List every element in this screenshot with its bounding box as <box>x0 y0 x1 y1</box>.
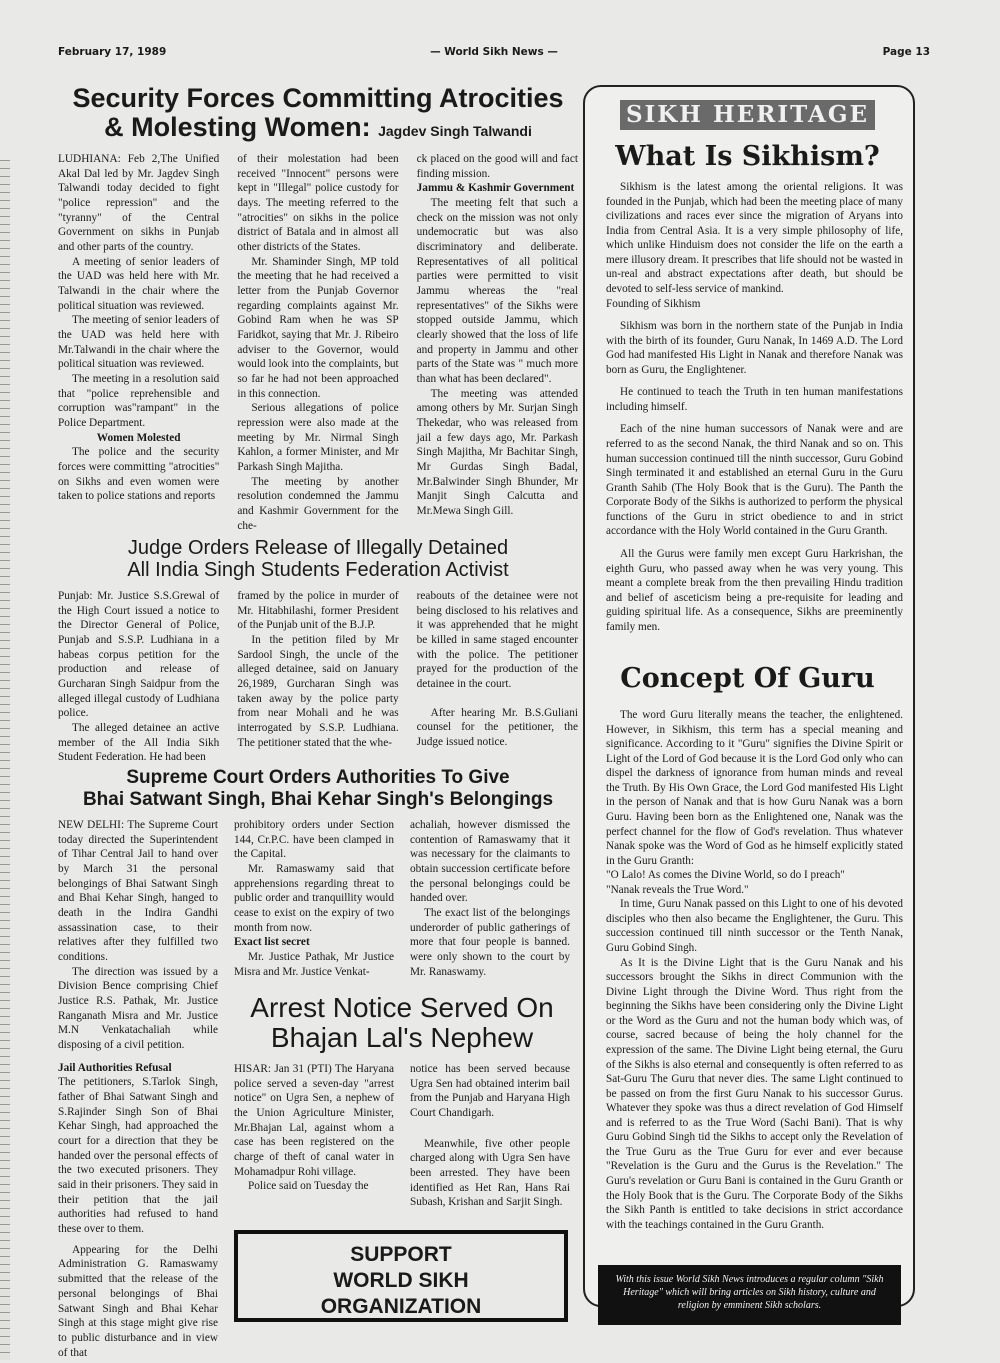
article-column-3 <box>417 589 578 765</box>
article-title-line1: Arrest Notice Served On <box>250 992 554 1023</box>
article-title <box>58 767 578 811</box>
sidebar-title-what-is-sikhism: What Is Sikhism? <box>615 141 880 172</box>
header-page-number: Page 13 <box>882 46 930 58</box>
article-columns <box>58 589 578 765</box>
subheading: Jail Authorities Refusal <box>58 1061 172 1074</box>
header-paper-name: — World Sikh News — <box>430 46 558 58</box>
support-line-3: ORGANIZATION <box>320 1295 482 1318</box>
paragraph: HISAR: Jan 31 (PTI) The Haryana police served a seven-day "arrest notice" on Ugra Sen, a nephew of the Union Agriculture Minister, Mr.Bhajan Lal, against whom a case has been registered on the charge of theft of canal water in Mohamadpur Rohi village. <box>234 1063 394 1178</box>
paragraph: framed by the police in murder of Mr. Hitabhilashi, former President of the Punjab unit of the B.J.P. <box>237 590 399 632</box>
paragraph: reabouts of the detainee were not being disclosed to his relatives and it was apprehended that he might be killed in same staged encounter with the police. The petitioner prayed for the production of the detainee in the court. <box>416 590 578 691</box>
subheading: Exact list secret <box>234 936 310 949</box>
paragraph: The meeting felt that such a check on the mission was not only undemocratic but was also discriminatory and deliberate. Representatives of all political parties were permitted to visit Jammu whereas the "real representatives" of the Sikhs were stopped outside Jammu, which clearly showed that the loss of life and property in Jammu and other parts of the State was " much more than what has been declared". <box>416 197 578 386</box>
paragraph: All the Gurus were family men except Guru Harkrishan, the eighth Guru, who passed away when he was very young. This meant a complete break from the then prevailing Hindu tradition and belief of asceticism being a pre-requisite for leading and guiding spiritual life. As a consequence, Sikhs are preeminently family men. <box>606 547 903 633</box>
article-title-line2: Bhajan Lal's Nephew <box>270 1022 534 1053</box>
sidebar-body-1 <box>606 180 903 642</box>
sidebar-title-concept-of-guru: Concept Of Guru <box>620 663 875 694</box>
paragraph: Serious allegations of police repression were also made at the meeting by Mr. Nirmal Singh Kahlon, a former Minister, and Mr Parkash Singh Majitha. <box>237 402 399 474</box>
article-column-2 <box>237 152 398 533</box>
paragraph: After hearing Mr. B.S.Guliani counsel for the petitioner, the Judge issued notice. <box>416 706 578 749</box>
article-column-2 <box>237 589 398 765</box>
article-title-line2: Bhai Satwant Singh, Bhai Kehar Singh's Belongings <box>82 789 554 810</box>
article-columns <box>58 152 578 533</box>
paragraph: achaliah, however dismissed the contention of Ramaswamy that it was necessary for the claimants to obtain succession certificate before the personal belongings could be handed over. <box>410 819 570 905</box>
sidebar-body-2 <box>606 708 903 1232</box>
paragraph: The petitioners, S.Tarlok Singh, father of Bhai Satwant Singh and S.Rajinder Singh Son of Bhai Kehar Singh, had approached the court for a direction that they be handed over the personal effects of the two executed prisoners. They said in their prisoners. They said in their petition that the jail authorities had refused to hand these over to them. <box>58 1076 218 1236</box>
paragraph: As It is the Divine Light that is the Guru Nanak and his successors brought the Sikhs in direct Communion with the Divine Light through the Divine Word. Thus right from the beginning the Sikhs have been considering only the Divine Light or the Word as the Guru and not the human body which was, of course, sacred because of being the holy channel for the expression of the same. The Divine Light being eternal, the Guru of the Sikhs is also eternal and consequently is often referred to as Sat-Guru The Guru that never dies. The same Light continued to be passed on from the first Guru Nanak to his successor Gurus. Whatever they spoke was thus a direct revelation of God Himself and is referred to as the True Word (Sachi Bani). That is why Guru Gobind Singh tid the Sikhs to accept only the Revelation of the True Guru as the True Guru for ever and ever because "Revelation is the Guru and the Gurus is the Revelation." The Guru's revelation or Guru Bani is contained in the Guru Granth or the Holy Book that is the Guru. The Corporate Body of the Sikhs the Sikh Panth is entitled to take decisions in strict accordance with the teachings contained in the Guru Granth. <box>606 956 903 1231</box>
scan-ruler <box>0 160 10 1360</box>
paragraph: ck placed on the good will and fact finding mission. <box>416 153 578 180</box>
article-judge-orders <box>58 537 578 765</box>
article-supreme-court <box>58 767 578 811</box>
paragraph: The meeting in a resolution said that "police reprehensible and corruption was"rampant" in the Police Department. <box>58 373 220 430</box>
quote-line: "Nanak reveals the True Word." <box>606 883 749 896</box>
article-title <box>234 993 570 1053</box>
subheading: Jammu & Kashmir Government <box>416 182 575 195</box>
paragraph: A meeting of senior leaders of the UAD was held here with Mr. Talwandi in the chair where the political situation was reviewed. <box>58 255 220 312</box>
paragraph: In time, Guru Nanak passed on this Light to one of his devoted disciples who then also became the Englightener, the Guru. This succession continued till ninth successor or the Tenth Nanak, Guru Gobind Singh. <box>606 898 903 954</box>
article-column-3 <box>417 152 578 533</box>
article-byline: Jagdev Singh Talwandi <box>378 123 532 139</box>
paragraph: NEW DELHI: The Supreme Court today directed the Superintendent of Tihar Central Jail to hand over by March 31 the personal belongings of Bhai Satwant Singh and Bhai Kehar Singh, hanged to death in the Indira Gandhi assassination case, to their relatives after they fulfilled two conditions. <box>58 819 218 964</box>
article-supreme-court-column-2 <box>234 818 394 979</box>
paragraph: He continued to teach the Truth in ten human manifestations including himself. <box>606 386 903 413</box>
paragraph: The meeting was attended among others by Mr. Surjan Singh Thekedar, who was released from jail a few days ago, Mr. Parkash Singh Majitha, Mr Bachitar Singh, Mr Gurdas Singh Badal, Mr.Balwinder Singh Bhunder, Mr Manjit Singh Calcutta and Mr.Mewa Singh Gill. <box>416 387 578 518</box>
paragraph: In the petition filed by Mr Sardool Singh, the uncle of the alleged detainee, said on January 26,1989, Gurcharan Singh was taken away by the police party from near Mohali and he was interrogated by S.S.P. Ludhiana. The petitioner stated that the whe- <box>237 634 399 749</box>
paragraph: prohibitory orders under Section 144, Cr.P.C. have been clamped in the Capital. <box>234 819 394 861</box>
article-column-1 <box>58 589 219 765</box>
header-date: February 17, 1989 <box>58 46 167 58</box>
subheading: Women Molested <box>96 431 181 444</box>
column-intro-note: With this issue World Sikh News introduces a regular column "Sikh Heritage" which will bring articles on Sikh history, culture and religion by emminent Sikh scholars. <box>598 1265 901 1325</box>
paragraph: The alleged detainee an active member of the All India Sikh Student Federation. He had been <box>58 722 220 764</box>
paragraph: Sikhism is the latest among the oriental religions. It was founded in the Punjab, which had been the meeting place of many civilizations and races ever since the migration of Aryans into India from Central Asia. It is a very simple philosophy of life, which unlike Hinduism does not consider the life on the earth a mere illusory dream. It prescribes that life should not be wasted in un-real and abstract expectations after death, but should be devoted to self-less service of mankind. <box>606 181 903 295</box>
paragraph: notice has been served because Ugra Sen had obtained interim bail from the Punjab and Haryana High Court Chandigarh. <box>410 1063 570 1120</box>
paragraph: Mr. Shaminder Singh, MP told the meeting that he had received a letter from the Punjab Governor regarding complaints against Mr. Gobind Ram when he was SP Faridkot, saying that Mr. J. Ribeiro adviser to the Governor, would would look into the complaints, but so far he had not been approached in this connection. <box>237 255 399 400</box>
paragraph: LUDHIANA: Feb 2,The Unified Akal Dal led by Mr. Jagdev Singh Talwandi today decided to fight "police repression" and the "tyranny" of the Central Government on sikhs in Punjab and other parts of the country. <box>58 153 220 254</box>
support-line-1: SUPPORT <box>350 1243 452 1266</box>
article-title-line1: Security Forces Committing Atrocities <box>72 83 564 113</box>
paragraph: Mr. Ramaswamy said that apprehensions regarding threat to public order and tranquillity would cease to exist on the expiry of two month from now. <box>234 863 394 934</box>
paragraph: Appearing for the Delhi Administration G. Ramaswamy submitted that the release of the personal belongings of Bhai Satwant Singh and Bhai Kehar Singh at this stage might give rise to public disturbance and in view of that <box>58 1243 218 1359</box>
paragraph: The direction was issued by a Division Bence comprising Chief Justice R.S. Pathak, Mr. Justice Ranganath Misra and Mr. Justice M.N Venkatachaliah while disposing of a civil petition. <box>58 965 218 1052</box>
article-title-line2: All India Singh Students Federation Activist <box>127 559 509 581</box>
article-supreme-court-column-1 <box>58 818 218 1360</box>
paragraph: Mr. Justice Pathak, Mr Justice Misra and Mr. Justice Venkat- <box>234 951 394 978</box>
article-arrest-column-2 <box>410 1062 570 1210</box>
article-supreme-court-column-3 <box>410 818 570 979</box>
sikh-heritage-badge: SIKH HERITAGE <box>620 100 875 130</box>
article-title-line2: & Molesting Women: <box>104 112 371 142</box>
paragraph: The meeting of senior leaders of the UAD was held here with Mr.Talwandi in the chair where the political situation was reviewed. <box>58 314 220 371</box>
paragraph: The meeting by another resolution condemned the Jammu and Kashmir Government for the che- <box>237 475 399 532</box>
quote-line: "O Lalo! As comes the Divine World, so do I preach" <box>606 869 845 882</box>
paragraph: Meanwhile, five other people charged along with Ugra Sen have been arrested. They have been identified as Het Ran, Hans Rai Subash, Krishan and Sarjit Singh. <box>410 1137 570 1209</box>
paragraph: Police said on Tuesday the <box>248 1180 369 1193</box>
article-arrest-notice <box>234 993 570 1053</box>
article-title-line1: Judge Orders Release of Illegally Detained <box>127 537 509 559</box>
article-arrest-column-1 <box>234 1062 394 1194</box>
paragraph: The word Guru literally means the teacher, the enlightened. However, in Sikhism, this term has a special meaning and significance. According to it "Guru" signifies the Divine Spirit or Light of the Lord of God because it is the Lord God only who can dispel the darkness of ignorance from human minds and reveal the Truth. By His Own Grace, the Lord God manifested His Light in the person of Nanak and that is how Guru Nanak was a born Guru. Having been born as the Enlightened one, Nanak was the perfect channel for the flow of God's revelation. Thus whatever Nanak spoke was the Word of God as he himself explicitly stated in the Guru Granth: <box>606 709 903 867</box>
article-column-1 <box>58 152 219 533</box>
article-title-line1: Supreme Court Orders Authorities To Give <box>126 767 510 788</box>
support-ad-box <box>234 1230 568 1322</box>
paragraph: Each of the nine human successors of Nanak were and are referred to as the second Nanak, the third Nanak and so on. This human succession continued till the ninth successor, Guru Gobind Singh terminated it and established an eternal Guru in the Guru Granth Sahib (The Holy Book that is the Guru). The Panth the Corporate Body of the Sikhs is authorized to perform the physical functions of the Guru in strict obedience to and in strict accordance with the Holy World contained in the Guru Granth. <box>606 423 903 538</box>
paragraph: of their molestation had been received "Innocent" persons were kept in "Illegal" police custody for days. The meeting referred to the "atrocities" on sikhs in the police district of Batala and in almost all other districts of the States. <box>237 153 399 254</box>
page-header <box>58 46 930 62</box>
paragraph: Punjab: Mr. Justice S.S.Grewal of the High Court issued a notice to the Director General of Police, Punjab and S.S.P. Ludhiana in a habeas corpus petition for the production and release of Gurcharan Singh Saidpur from the alleged illegal custody of Ludhiana police. <box>58 590 220 720</box>
paragraph: Sikhism was born in the northern state of the Punjab in India with the birth of its founder, Guru Nanak, In 1469 A.D. The Lord God had manifested His Light in Nanak and therefore Nanak was born as Guru, the Englightener. <box>606 320 903 376</box>
article-title <box>58 537 578 581</box>
article-security-forces <box>58 84 578 533</box>
support-line-2: WORLD SIKH <box>333 1269 469 1292</box>
subheading: Founding of Sikhism <box>606 297 701 310</box>
paragraph: The police and the security forces were committing "atrocities" on Sikhs and even women were taken to police stations and reports <box>58 446 220 503</box>
paragraph: The exact list of the belongings underorder of public gatherings of more that four people is banned. were only shown to the court by Mr. Ranaswamy. <box>410 907 570 978</box>
article-title <box>58 84 578 146</box>
